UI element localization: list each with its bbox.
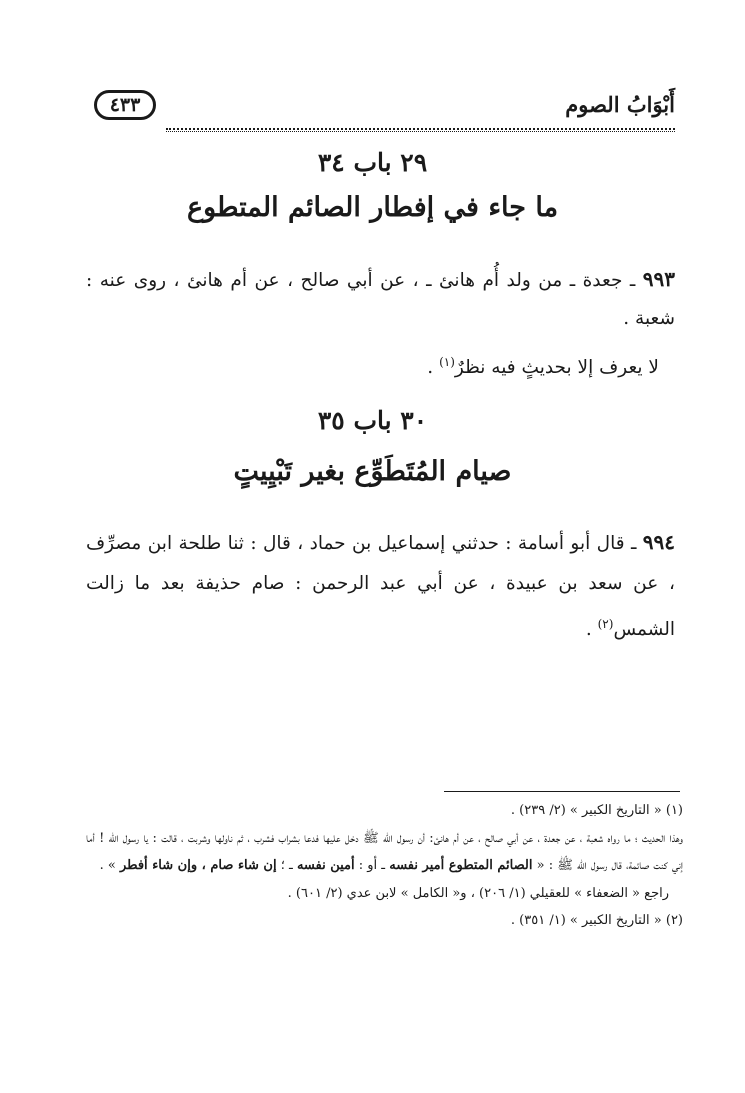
footnote-ref-1[interactable]: (١) — [439, 355, 455, 369]
footnotes-section — [86, 797, 683, 935]
hadith-text: ـ قال أبو أسامة : حدثني إسماعيل بن حماد ، قال : ثنا طلحة ابن مصرِّف ، عن سعد بن عبيدة ، عن أبي عبد الرحمن : صام حذيفة بعد ما زالت الشمس — [86, 533, 675, 641]
footnote-divider — [444, 791, 680, 792]
running-title: أَبْوَابُ الصوم — [565, 92, 675, 117]
footnote-1-mid: ـ أو : — [354, 858, 390, 873]
footnote-2: (٢) « التاريخ الكبير » (١/ ٣٥١) . — [510, 913, 683, 928]
hadith-end: . — [585, 619, 598, 641]
header-divider — [166, 128, 675, 130]
hadith-number: ٩٩٣ — [642, 267, 675, 291]
footnote-1-end: » . — [99, 858, 120, 873]
footnote-1-bold-1: الصائم المتطوع أمير نفسه — [389, 858, 533, 873]
chapter-heading-1: ٢٩ باب ٣٤ — [317, 148, 428, 177]
footnote-1-text: وهذا الحديث ؛ ما رواه شعبة ، عن جعدة ، عن أبي صالح ، عن أم هانئ: أن رسول الله ﷺ دخل عليها فدعا بشراب فشرب ، ثم ناولها وشربت ، قالت : يا رسول الله ! أما إني كنت صائمة، قال رسول الله ﷺ : « — [86, 830, 683, 873]
hadith-note-993: لا يعرف إلا بحديثٍ فيه نظرٌ$^{(١)}$ . — [427, 355, 659, 379]
page-header — [86, 88, 675, 132]
footnote-ref-2[interactable]: (٢) — [597, 617, 614, 631]
hadith-number: ٩٩٤ — [642, 530, 675, 554]
page-number-badge: ٤٣٣ — [94, 90, 156, 120]
footnote-1-reference: راجع « الضعفاء » للعقيلي (١/ ٢٠٦) ، و« الكامل » لابن عدي (٢/ ٦٠١) . — [287, 885, 669, 901]
footnote-1-bold-2: أمين نفسه — [296, 858, 355, 873]
chapter-title-1: ما جاء في إفطار الصائم المتطوع — [186, 192, 559, 223]
hadith-text: ـ جعدة ـ من ولد أُم هانئ ـ ، عن أبي صالح ، عن أم هانئ ، روى عنه : شعبة . — [86, 270, 675, 329]
footnote-1-body — [86, 825, 683, 880]
hadith-paragraph-993 — [86, 260, 675, 338]
note-text: لا يعرف إلا بحديثٍ فيه نظرٌ — [454, 357, 659, 379]
footnote-1-mid-2: ـ ؛ — [276, 858, 297, 873]
footnote-1-bold-3: إن شاء صام ، وإن شاء أفطر — [120, 858, 277, 873]
footnote-1-source: (١) « التاريخ الكبير » (٢/ ٢٣٩) . — [510, 803, 683, 818]
header-divider-secondary — [166, 131, 675, 132]
chapter-heading-2: ٣٠ باب ٣٥ — [317, 406, 428, 435]
chapter-title-2: صيام المُتَطَوِّع بغير تَبْيِيتٍ — [233, 456, 512, 487]
hadith-paragraph-994 — [86, 522, 675, 650]
